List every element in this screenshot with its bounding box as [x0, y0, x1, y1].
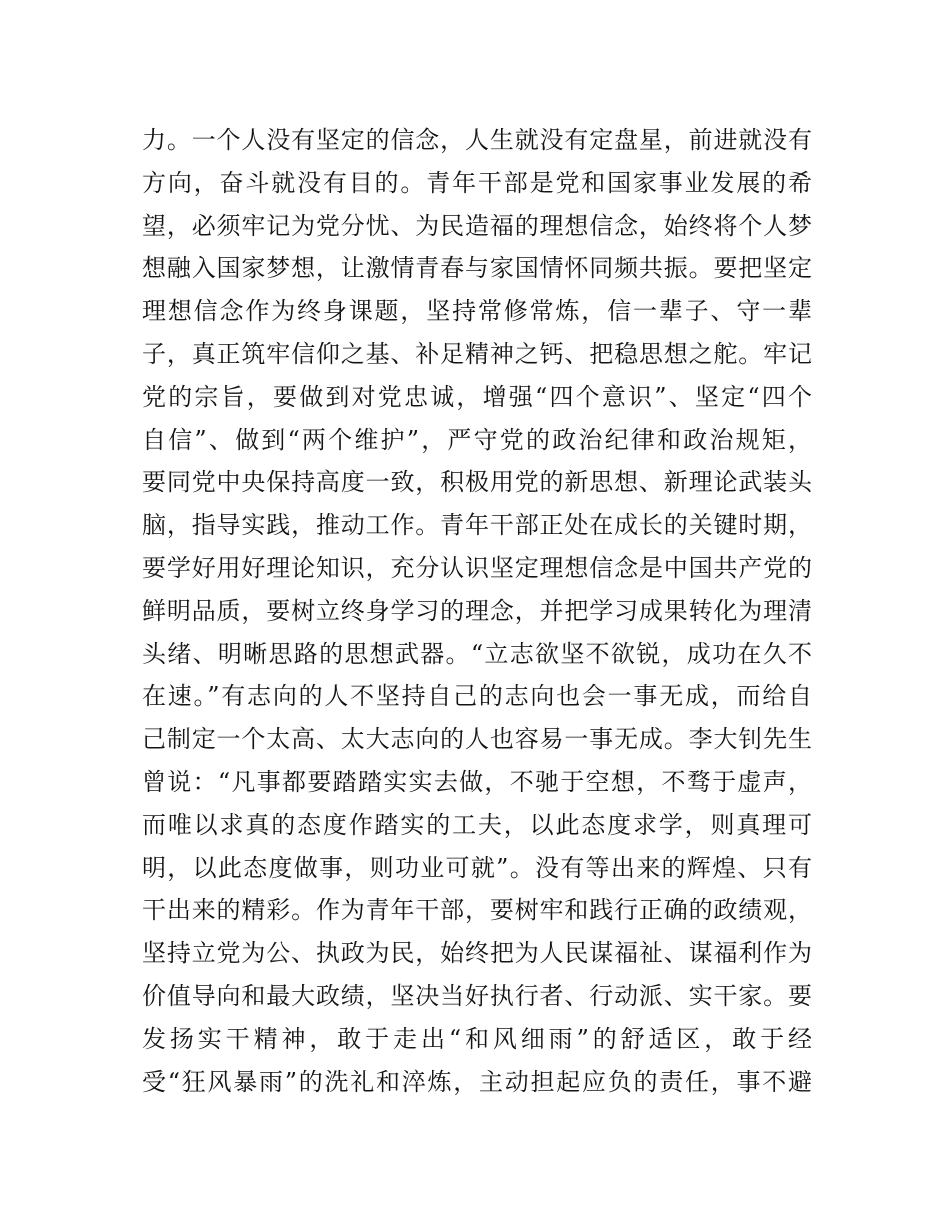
text-line-5: 理想信念作为终身课题，坚持常修常炼，信一辈子、守一辈 [142, 297, 812, 326]
text-line-11: 要学好用好理论知识，充分认识坚定理想信念是中国共产党的 [142, 553, 812, 582]
text-line-23: 受“狂风暴雨”的洗礼和淬炼，主动担起应负的责任，事不避 [142, 1067, 812, 1096]
text-line-6: 子，真正筑牢信仰之基、补足精神之钙、把稳思想之舵。牢记 [142, 339, 812, 368]
text-line-3: 望，必须牢记为党分忧、为民造福的理想信念，始终将个人梦 [142, 211, 812, 240]
text-line-18: 明，以此态度做事，则功业可就”。没有等出来的辉煌、只有 [142, 853, 812, 882]
text-line-16: 曾说：“凡事都要踏踏实实去做，不驰于空想，不骛于虚声， [142, 767, 812, 796]
text-line-2: 方向，奋斗就没有目的。青年干部是党和国家事业发展的希 [142, 168, 812, 197]
text-line-12: 鲜明品质，要树立终身学习的理念，并把学习成果转化为理清 [142, 596, 812, 625]
text-line-13: 头绪、明晰思路的思想武器。“立志欲坚不欲锐，成功在久不 [142, 639, 812, 668]
text-line-21: 价值导向和最大政绩，坚决当好执行者、行动派、实干家。要 [142, 981, 812, 1010]
text-line-4: 想融入国家梦想，让激情青春与家国情怀同频共振。要把坚定 [142, 254, 812, 283]
text-line-15: 己制定一个太高、太大志向的人也容易一事无成。李大钊先生 [142, 725, 812, 754]
text-line-10: 脑，指导实践，推动工作。青年干部正处在成长的关键时期， [142, 511, 812, 540]
text-line-19: 干出来的精彩。作为青年干部，要树牢和践行正确的政绩观， [142, 896, 812, 925]
text-line-8: 自信”、做到“两个维护”，严守党的政治纪律和政治规矩， [142, 425, 812, 454]
text-line-22: 发扬实干精神，敢于走出“和风细雨”的舒适区，敢于经 [142, 1024, 812, 1053]
text-line-20: 坚持立党为公、执政为民，始终把为人民谋福祉、谋福利作为 [142, 939, 812, 968]
text-line-1: 力。一个人没有坚定的信念，人生就没有定盘星，前进就没有 [142, 126, 812, 154]
text-line-17: 而唯以求真的态度作踏实的工夫，以此态度求学，则真理可 [142, 810, 812, 839]
text-line-9: 要同党中央保持高度一致，积极用党的新思想、新理论武装头 [142, 468, 812, 497]
body-paragraph [142, 119, 812, 1103]
text-line-7: 党的宗旨，要做到对党忠诚，增强“四个意识”、坚定“四个 [142, 382, 812, 411]
text-line-14: 在速。”有志向的人不坚持自己的志向也会一事无成，而给自 [142, 682, 812, 711]
